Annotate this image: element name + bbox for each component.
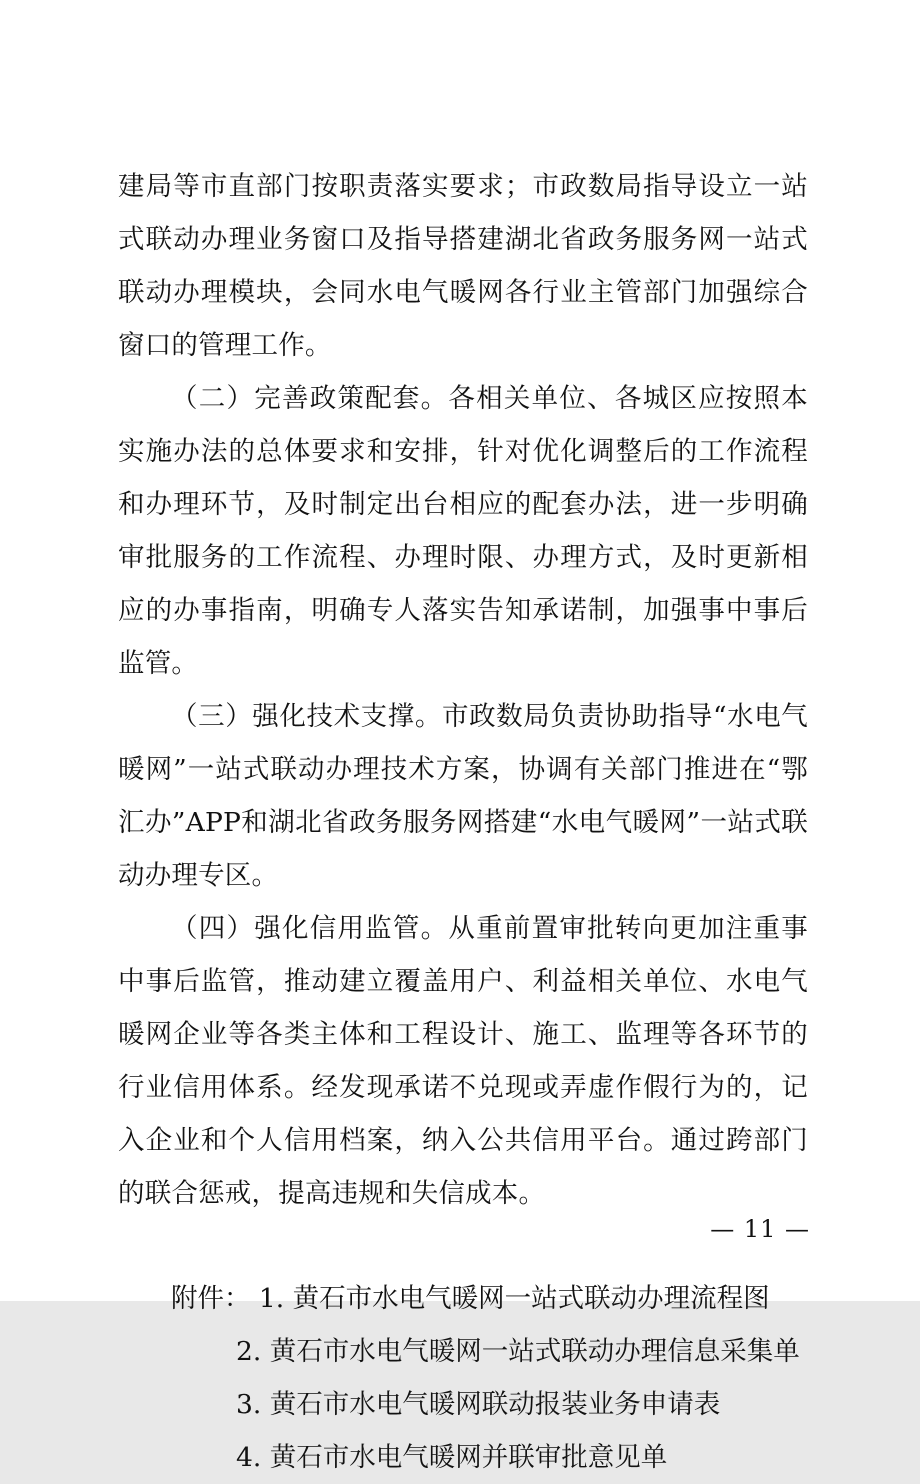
- attachment-label: 附件： 1. 黄石市水电气暖网一站式联动办理流程图: [171, 1283, 770, 1314]
- paragraph-section-two: （二）完善政策配套。各相关单位、各城区应按照本实施办法的总体要求和安排，针对优化调整后的工作流程和办理环节，及时制定出台相应的配套办法，进一步明确审批服务的工作流程、办理时限、办理方式，及时更新相应的办事指南，明确专人落实告知承诺制，加强事中事后监管。: [118, 383, 808, 679]
- paragraph-section-four: （四）强化信用监管。从重前置审批转向更加注重事中事后监管，推动建立覆盖用户、利益相关单位、水电气暖网企业等各类主体和工程设计、施工、监理等各环节的行业信用体系。经发现承诺不兑现或弄虚作假行为的，记入企业和个人信用档案，纳入公共信用平台。通过跨部门的联合惩戒，提高违规和失信成本。: [118, 913, 808, 1209]
- attachment-item: 4. 黄石市水电气暖网并联审批意见单: [236, 1442, 668, 1473]
- attachment-item: 3. 黄石市水电气暖网联动报装业务申请表: [236, 1389, 721, 1420]
- attachment-item: 2. 黄石市水电气暖网一站式联动办理信息采集单: [236, 1336, 800, 1367]
- paragraph-section-three: （三）强化技术支撑。市政数局负责协助指导“水电气暖网”一站式联动办理技术方案，协调有关部门推进在“鄂汇办”APP和湖北省政务服务网搭建“水电气暖网”一站式联动办理专区。: [118, 701, 808, 891]
- document-body: [118, 160, 808, 1484]
- page-number: — 11 —: [710, 1215, 810, 1243]
- paragraph-continued: 建局等市直部门按职责落实要求；市政数局指导设立一站式联动办理业务窗口及指导搭建湖北省政务服务网一站式联动办理模块，会同水电气暖网各行业主管部门加强综合窗口的管理工作。: [118, 171, 808, 361]
- attachment-list: [118, 1272, 808, 1484]
